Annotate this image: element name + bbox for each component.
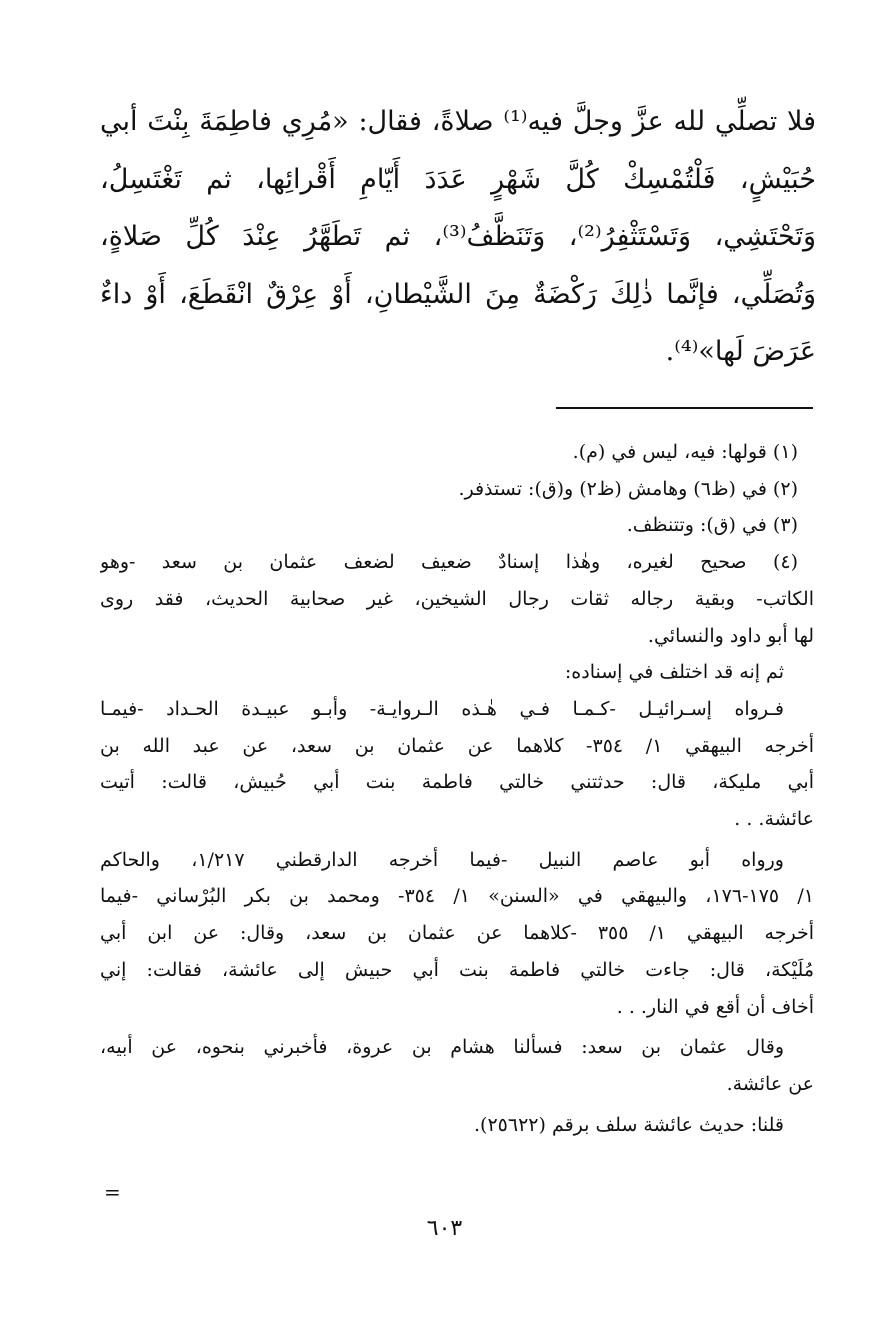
footnote-line: عن عائشة.	[726, 1072, 814, 1095]
footnote-line: أبي مليكة، قال: حدثتني خالتي فاطمة بنت أبي حُبيش، قالت: أتيت	[100, 771, 814, 794]
footnote-line: ١/ ١٧٥-١٧٦، والبيهقي في «السنن» ١/ ٣٥٤- ومحمد بن بكر البُرْساني -فيما	[100, 885, 814, 908]
footnote-line: أخاف أن أقع في النار. . .	[616, 995, 814, 1018]
footnote-line: أخرجه البيهقي ١/ ٣٥٤- كلاهما عن عثمان بن سعد، عن عبد الله بن	[100, 734, 814, 757]
main-text-line: عَرَضَ لَها»⁽⁴⁾.	[665, 336, 816, 367]
main-text-line: وَتَحْتَشِي، وَتَسْتَثْفِرُ⁽²⁾، وَتَنَظَّفُ⁽³⁾، ثم تَطَهَّرُ عِنْدَ كُلِّ صَلاةٍ،	[100, 221, 816, 252]
footnote-separator	[556, 407, 813, 409]
footnote-line: قلنا: حديث عائشة سلف برقم (٢٥٦٢٢).	[474, 1113, 784, 1136]
footnote-line: عائشة. . .	[734, 808, 814, 831]
footnote-line: (٢) في (ظ٦) وهامش (ظ٢) و(ق): تستذفر.	[458, 477, 798, 500]
main-text-line: وَتُصَلِّي، فإنَّما ذٰلِكَ رَكْضَةٌ مِنَ الشَّيْطانِ، أَوْ عِرْقٌ انْقَطَعَ، أَوْ داءٌ	[100, 278, 816, 310]
footnote-line: فـرواه إسـرائيـل -كـمـا فـي هٰـذه الـروايـة- وأبـو عبيـدة الحـداد -فيمـا	[100, 697, 784, 720]
footnote-line: ثم إنه قد اختلف في إسناده:	[564, 661, 784, 684]
footnotes-section	[100, 434, 814, 1143]
footnote-line: وقال عثمان بن سعد: فسألنا هشام بن عروة، فأخبرني بنحوه، عن أبيه،	[100, 1036, 784, 1059]
footnote-line: (٣) في (ق): وتتنظف.	[626, 514, 798, 537]
main-text-line: فلا تصلِّي لله عزَّ وجلَّ فيه⁽¹⁾ صلاةً، فقال: «مُرِي فاطِمَةَ بِنْتَ أبي	[100, 106, 816, 137]
footnote-line: مُلَيْكة، قال: جاءت خالتي فاطمة بنت أبي حبيش إلى عائشة، فقالت: إني	[100, 958, 814, 981]
footnote-line: ورواه أبو عاصم النبيل -فيما أخرجه الدارقطني ١/٢١٧، والحاكم	[100, 848, 784, 871]
footnote-line: أخرجه البيهقي ١/ ٣٥٥ -كلاهما عن عثمان بن سعد، وقال: عن ابن أبي	[100, 922, 814, 945]
page-number: ٦٠٣	[426, 1216, 463, 1241]
footnote-line: (٤) صحيح لغيره، وهٰذا إسنادٌ ضعيف لضعف عثمان بن سعد -وهو	[100, 551, 798, 574]
footnote-line: الكاتب- وبقية رجاله ثقات رجال الشيخين، غير صحابية الحديث، فقد روى	[100, 587, 814, 610]
footnote-line: لها أبو داود والنسائي.	[647, 624, 814, 647]
continuation-mark: =	[104, 1180, 121, 1204]
footnote-line: (١) قولها: فيه، ليس في (م).	[572, 441, 798, 463]
hadith-main-text	[100, 93, 816, 381]
main-text-line: حُبَيْشٍ، فَلْتُمْسِكْ كُلَّ شَهْرٍ عَدَدَ أَيّامِ أَقْرائِها، ثم تَغْتَسِلُ،	[100, 163, 816, 195]
